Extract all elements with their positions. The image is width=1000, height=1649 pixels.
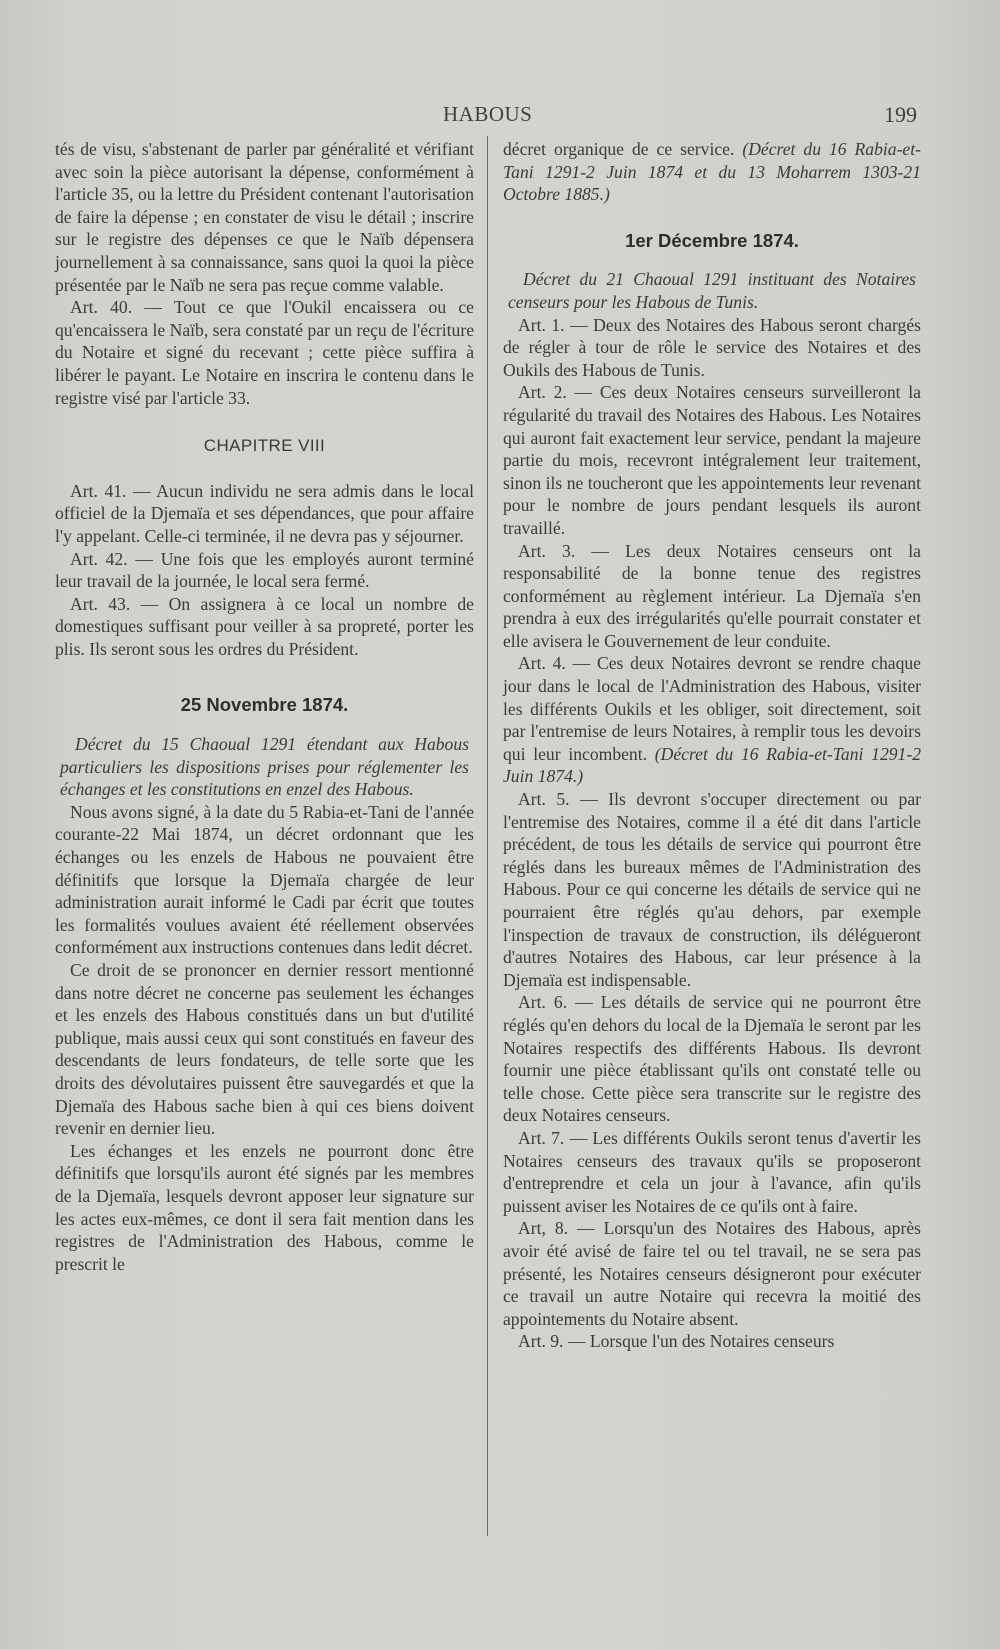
decree-title: Décret du 15 Chaoual 1291 étendant aux Habous particuliers les dispositions prises pour réglementer les échanges et les constitutions en enzel des Habous.	[60, 734, 469, 800]
column-divider	[487, 136, 488, 1536]
article-4	[503, 652, 921, 788]
paragraph	[503, 138, 921, 206]
article-4-text: Art. 4. — Ces deux Notaires devront se rendre chaque jour dans le local de l'Administration des Habous, visiter les différents Oukils et les obliger, soit directement, soit par l'entremise de leurs Notaires, à remplir tous les devoirs qui leur incombent.	[503, 653, 921, 764]
article-3: Art. 3. — Les deux Notaires censeurs ont la responsabilité de la bonne tenue des registres conformément au règlement intérieur. La Djemaïa s'en prendra à eux des irrégularités qu'elle pourrait constater et elle avisera le Gouvernement de leur conduite.	[503, 540, 921, 651]
article-40: Art. 40. — Tout ce que l'Oukil encaissera ou ce qu'encaissera le Naïb, sera constaté par un reçu de l'écriture du Notaire et signé du recevant ; cette pièce suffira à libérer le payant. Le Notaire en inscrira le contenu dans le registre visé par l'article 33.	[55, 297, 474, 408]
paragraph: Les échanges et les enzels ne pourront donc être définitifs que lorsqu'ils auront été signés par les membres de la Djemaïa, lesquels devront apposer leur signature sur les actes eux-mêmes, ce dont il sera fait mention dans les registres de l'Administration des Habous, comme le prescrit le	[55, 1140, 474, 1274]
date-heading: 1er Décembre 1874.	[625, 229, 799, 251]
article-6: Art. 6. — Les détails de service qui ne pourront être réglés qu'en dehors du local de la Djemaïa le seront par les Notaires respectifs des différents Habous. Ils devront fournir une pièce établissant qu'ils ont constaté telle ou telle chose. Cette pièce sera transcrite sur le registre des deux Notaires censeurs.	[503, 992, 921, 1126]
article-5: Art. 5. — Ils devront s'occuper directement ou par l'entremise des Notaires, comme il a été dit dans l'article précédent, de tous les détails de service qui pourront être réglés dans les bureaux mêmes de l'Administration des Habous. Pour ce qui concerne les détails de service qui ne pourraient être réglés qu'au dehors, par exemple l'inspection de travaux de construction, ils délégueront d'autres Notaires des Habous, car leur présence à la Djemaïa est indispensable.	[503, 789, 921, 990]
article-43: Art. 43. — On assignera à ce local un nombre de domestiques suffisant pour veiller à sa propreté, porter les plis. Ils seront sous les ordres du Président.	[55, 593, 474, 659]
left-column	[55, 138, 474, 1275]
running-head: HABOUS	[443, 102, 533, 126]
article-1: Art. 1. — Deux des Notaires des Habous seront chargés de régler à tour de rôle le service des Notaires et des Oukils des Habous de Tunis.	[503, 314, 921, 380]
source-citation: (Décret du 16 Rabia-et-Tani 1291-2 Juin 1874 et du 13 Moharrem 1303-21 Octobre 1885.)	[503, 139, 921, 205]
paragraph: Nous avons signé, à la date du 5 Rabia-et-Tani de l'année courante-22 Mai 1874, un décret ordonnant que les échanges ou les enzels de Habous ne pouvaient être définitifs que lorsque la Djemaïa chargée de leur administration aurait informé le Cadi par écrit que toutes les formalités voulues avaient été réellement observées conformément aux instructions contenues dans ledit décret.	[55, 801, 474, 958]
decree-title: Décret du 21 Chaoual 1291 instituant des Notaires censeurs pour les Habous de Tunis.	[508, 269, 916, 312]
continued-text: décret organique de ce service.	[503, 139, 735, 159]
page-number: 199	[884, 102, 917, 127]
paragraph: tés de visu, s'abstenant de parler par généralité et vérifiant avec soin la pièce autorisant la dépense, conformément à l'article 35, ou la lettre du Président contenant l'autorisation de faire la dépense ; en constater de visu le détail ; inscrire sur le registre des dépenses ce que le Naïb dépensera journellement à sa connaissance, sans quoi la quoi la pièce présentée par le Naïb ne sera pas reçue comme valable.	[55, 139, 474, 295]
chapter-heading: CHAPITRE VIII	[203, 436, 326, 456]
article-9: Art. 9. — Lorsque l'un des Notaires censeurs	[518, 1331, 835, 1352]
paragraph: Ce droit de se prononcer en dernier ressort mentionné dans notre décret ne concerne pas seulement les échanges et les enzels des Habous constitués dans un but d'utilité publique, mais aussi ceux qui sont constitués en faveur des descendants de leurs fondateurs, de telle sorte que les droits des dévolutaires puissent être sauvegardés et que la Djemaïa des Habous sache bien à qui ces biens doivent revenir en dernier lieu.	[55, 960, 474, 1139]
source-citation: (Décret du 16 Rabia-et-Tani 1291-2 Juin 1874.)	[503, 743, 921, 787]
article-7: Art. 7. — Les différents Oukils seront tenus d'avertir les Notaires censeurs des travaux qu'ils se proposeront d'entreprendre et cela un jour à l'avance, afin qu'ils puissent aviser les Notaires de ce qu'ils ont à faire.	[503, 1127, 921, 1216]
right-column	[503, 138, 921, 1353]
article-42: Art. 42. — Une fois que les employés auront terminé leur travail de la journée, le local sera fermé.	[55, 548, 474, 592]
article-2: Art. 2. — Ces deux Notaires censeurs surveilleront la régularité du travail des Notaires des Habous. Les Notaires qui auront fait exactement leur service, pendant la majeure partie du mois, recevront intégralement leur traitement, sinon ils ne toucheront que les appointements leur revenant pour le nombre de jours pendant lesquels ils auront travaillé.	[503, 382, 921, 538]
date-heading: 25 Novembre 1874.	[180, 694, 349, 716]
article-8: Art, 8. — Lorsqu'un des Notaires des Habous, après avoir été avisé de faire tel ou tel travail, ne se sera pas présenté, les Notaires censeurs désigneront pour exécuter ce travail un autre Notaire qui recevra la moitié des appointements du Notaire absent.	[503, 1218, 921, 1329]
article-41: Art. 41. — Aucun individu ne sera admis dans le local officiel de la Djemaïa et ses dépendances, que pour affaire l'y appelant. Celle-ci terminée, il ne devra pas y séjourner.	[55, 480, 474, 546]
